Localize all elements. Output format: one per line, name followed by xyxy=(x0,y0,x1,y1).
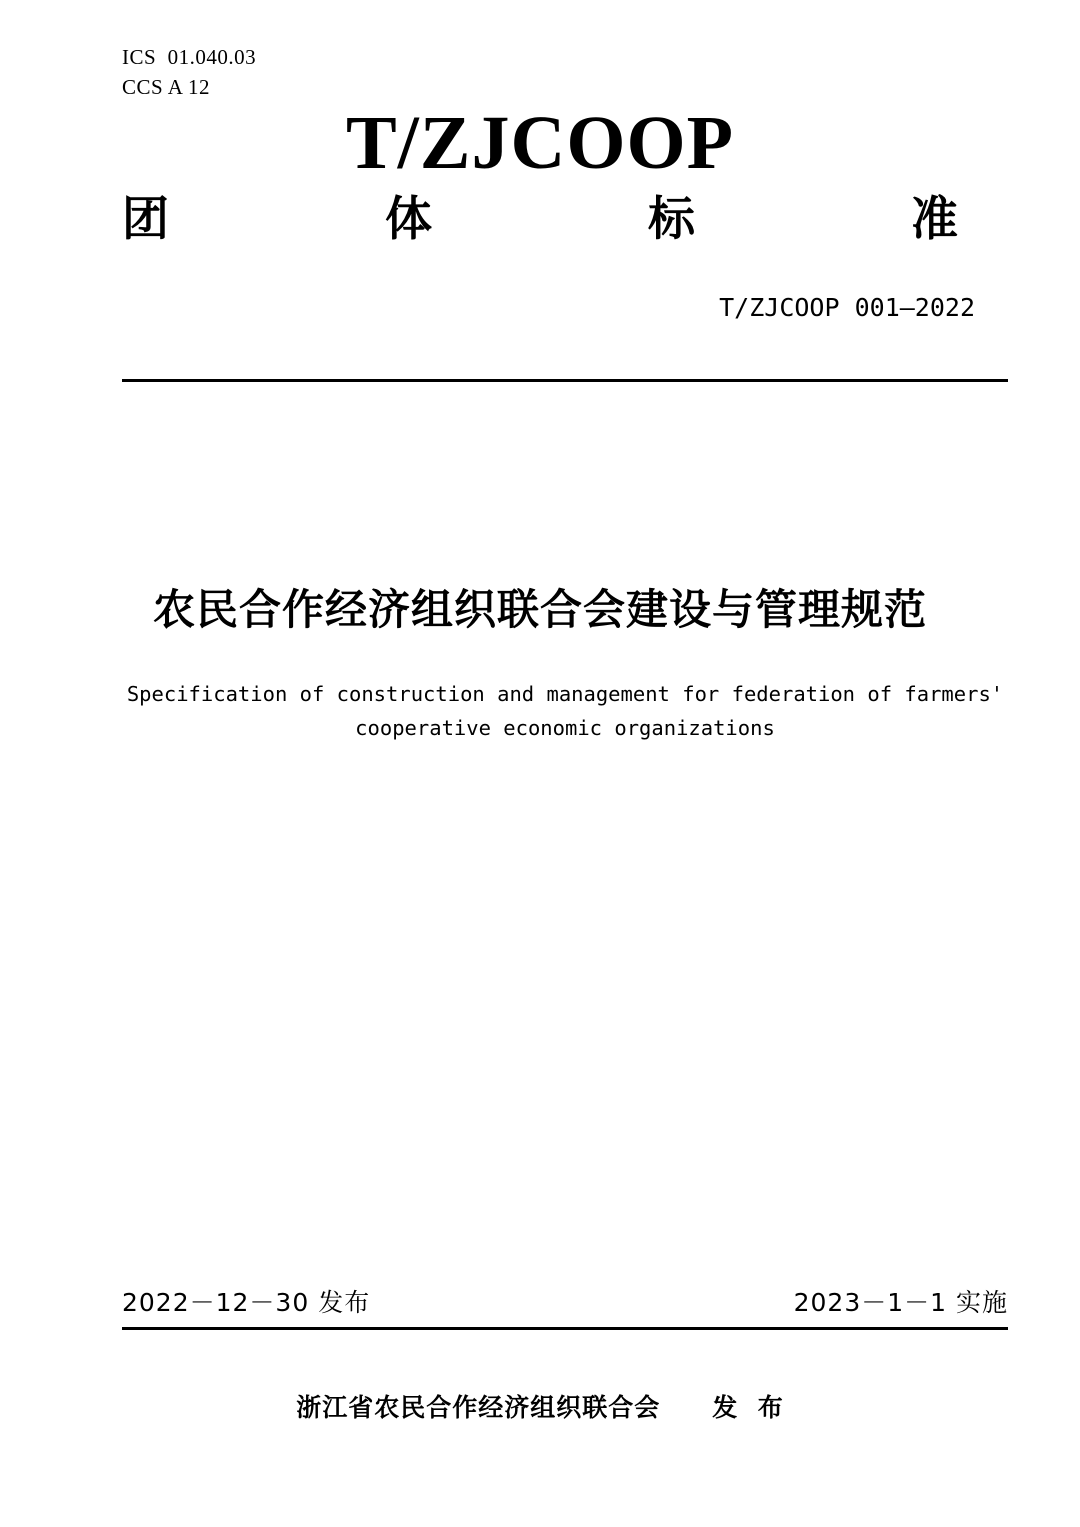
group-standard-char-4: 准 xyxy=(911,192,958,247)
date-row xyxy=(122,1283,1008,1319)
ics-code: ICS 01.040.03 xyxy=(122,45,257,69)
brand-acronym-slash: / xyxy=(397,101,420,185)
classification-codes xyxy=(122,42,256,103)
page-title: 农民合作经济组织联合会建设与管理规范 xyxy=(152,585,927,634)
brand-acronym-left: T xyxy=(345,101,398,185)
ccs-code: CCS A 12 xyxy=(122,75,211,100)
group-standard-label xyxy=(122,192,958,247)
effective-date: 2023－1－1 实施 xyxy=(793,1288,1008,1317)
divider-top xyxy=(122,379,1008,382)
brand-acronym xyxy=(0,101,1080,185)
group-standard-char-2: 体 xyxy=(385,192,432,247)
group-standard-char-3: 标 xyxy=(648,192,695,247)
brand-acronym-right: ZJCOOP xyxy=(419,101,735,185)
standard-number: T/ZJCOOP 001—2022 xyxy=(719,293,975,322)
publisher-name: 浙江省农民合作经济组织联合会 发 布 xyxy=(296,1393,784,1422)
divider-bottom xyxy=(122,1327,1008,1330)
page-title-english-line-1: Specification of construction and management for federation of farmers' xyxy=(126,682,1004,706)
group-standard-char-1: 团 xyxy=(122,192,169,247)
page-title-english-line-2: cooperative economic organizations xyxy=(355,715,775,740)
page-title-english xyxy=(120,678,1010,746)
issue-date: 2022－12－30 发布 xyxy=(122,1288,371,1317)
